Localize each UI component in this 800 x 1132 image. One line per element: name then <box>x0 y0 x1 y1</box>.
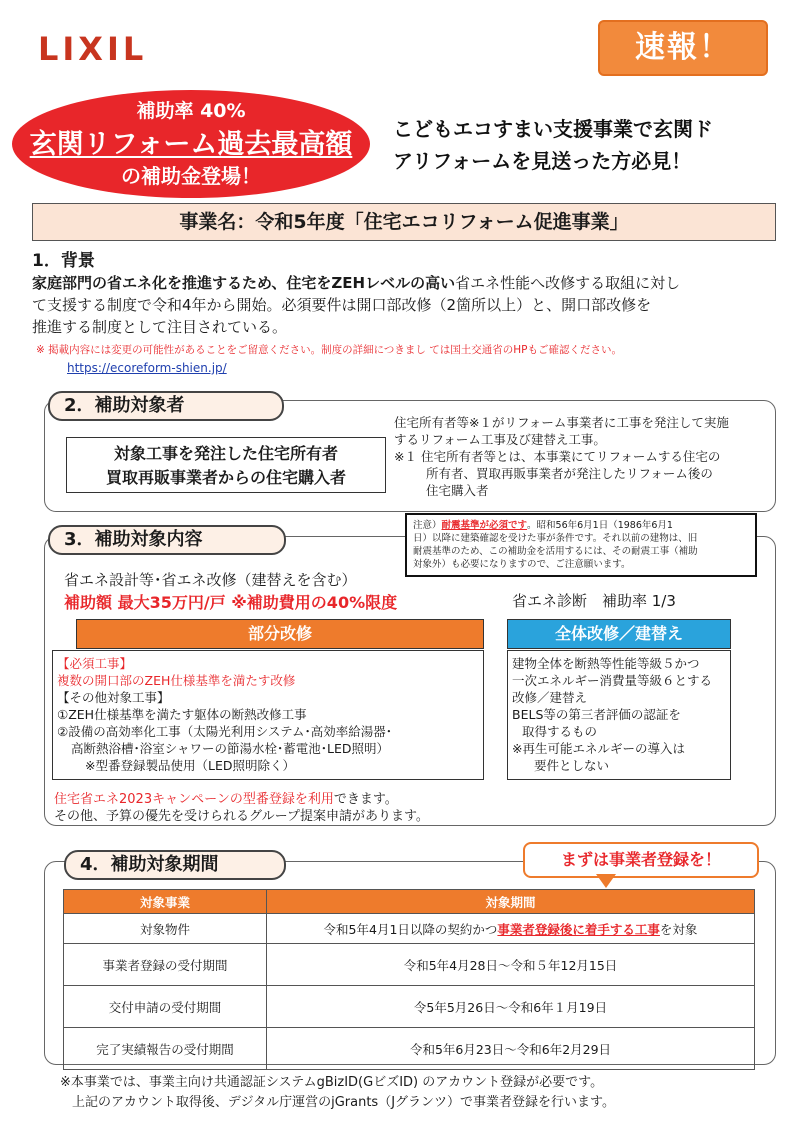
required-work-text: 複数の開口部のZEH仕様基準を満たす改修 <box>57 673 296 688</box>
section-2-label: 2．補助対象者 <box>48 391 284 421</box>
eligible-desc-4: 所有者、買取再販事業者が発注したリフォーム後の <box>426 466 713 481</box>
eligible-desc-2: するリフォーム工事及び建替え工事。 <box>394 432 606 447</box>
renovation-scope-text: 省エネ設計等･省エネ改修（建替えを含む） <box>64 571 357 589</box>
other-work-2: ②設備の高効率化工事（太陽光利用システム･高効率給湯器･ <box>57 724 392 739</box>
eligible-line-1: 対象工事を発注した住宅所有者 <box>113 444 338 463</box>
table-header-row <box>64 890 755 914</box>
program-website-link[interactable]: https://ecoreform-shien.jp/ <box>67 361 227 375</box>
full-reno-1: 建物全体を断熱等性能等級５かつ <box>512 656 700 671</box>
row-value <box>267 914 755 944</box>
footer-note <box>60 1073 615 1113</box>
background-text-3: 推進する制度として注目されている。 <box>32 318 288 336</box>
row-value: 令5年5月26日～令和6年１月19日 <box>267 986 755 1028</box>
headline-line-2: アリフォームを見送った方必見！ <box>393 149 692 173</box>
eligible-persons-frame <box>66 437 386 493</box>
model-registration-note: ※型番登録製品使用（LED照明除く） <box>85 758 295 773</box>
campaign-red-text: 住宅省エネ2023キャンペーンの型番登録を利用 <box>54 792 334 807</box>
full-reno-6: ※再生可能エネルギーの導入は <box>512 741 685 756</box>
eligible-description <box>394 414 774 499</box>
row-name: 完了実績報告の受付期間 <box>64 1028 267 1070</box>
lixil-logo: LIXIL <box>38 30 148 68</box>
full-reno-7: 要件としない <box>534 758 610 773</box>
col-header-period: 対象期間 <box>267 890 755 914</box>
row-name: 事業者登録の受付期間 <box>64 944 267 986</box>
row1-post: を対象 <box>659 921 698 937</box>
caution-text-4: 対象外）も必要になりますので、ご注意願います。 <box>413 559 631 570</box>
campaign-text: できます。 <box>333 792 398 807</box>
section-3-label: 3．補助対象内容 <box>48 525 286 555</box>
other-work-label: 【その他対象工事】 <box>57 690 170 705</box>
callout-pointer <box>596 874 616 888</box>
caution-text-1: 。昭和56年6月1日（1986年6月1 <box>527 520 673 531</box>
caution-text-3: 耐震基準のため、この補助金を活用するには、その耐震工事（補助 <box>413 546 698 557</box>
background-text-2: て支援する制度で令和4年から開始。必須要件は開口部改修（2箇所以上）と、開口部改修を <box>32 296 652 314</box>
background-bold-text: 家庭部門の省エネ化を推進するため、住宅をZEHレベルの高い <box>32 274 456 292</box>
row1-pre: 令和5年4月1日以降の契約かつ <box>323 921 498 937</box>
eligible-line-2: 買取再販事業者からの住宅購入者 <box>105 468 346 487</box>
eligible-desc-3: ※１ 住宅所有者等とは、本事業にてリフォームする住宅の <box>394 449 721 464</box>
table-row <box>64 986 755 1028</box>
partial-renovation-header: 部分改修 <box>76 619 484 649</box>
record-high-text: 玄関リフォーム過去最高額 <box>29 129 353 160</box>
background-heading: 1．背景 <box>32 251 95 271</box>
caution-text-2: 日）以降に建築確認を受けた事が条件です。それ以前の建物は、旧 <box>413 533 698 544</box>
full-reno-5: 取得するもの <box>522 724 598 739</box>
col-header-program: 対象事業 <box>64 890 267 914</box>
headline-line-1: こどもエコすまい支援事業で玄関ド <box>393 117 713 141</box>
max-subsidy-text: 補助額 最大35万円/戸 ※補助費用の40%限度 <box>64 593 398 612</box>
background-text-1: 省エネ性能へ改修する取組に対し <box>455 274 681 292</box>
table-row <box>64 1028 755 1070</box>
other-work-1: ①ZEH仕様基準を満たす躯体の断熱改修工事 <box>57 707 307 722</box>
caution-red-text: 耐震基準が必須です <box>441 520 528 531</box>
campaign-note <box>54 791 429 825</box>
full-reno-4: BELS等の第三者評価の認証を <box>512 707 681 722</box>
caution-prefix: 注意） <box>413 520 442 531</box>
group-proposal-text: その他、予算の優先を受けられるグループ提案申請があります。 <box>54 809 429 824</box>
full-reno-2: 一次エネルギー消費量等級６とする <box>512 673 713 688</box>
table-row <box>64 944 755 986</box>
required-work-label: 【必須工事】 <box>57 656 133 671</box>
footer-line-1: ※本事業では、事業主向け共通認証システムgBizID(GビズID) のアカウント登録が必要です。 <box>60 1075 604 1090</box>
subsidy-debut-text: の補助金登場！ <box>121 164 261 188</box>
section-4-label: 4．補助対象期間 <box>64 850 286 880</box>
program-name-bar: 事業名：令和5年度「住宅エコリフォーム促進事業」 <box>32 203 776 241</box>
row-name: 対象物件 <box>64 914 267 944</box>
seismic-caution-box <box>405 513 757 577</box>
headline <box>393 113 783 177</box>
eligible-desc-5: 住宅購入者 <box>426 483 489 498</box>
full-renovation-body <box>507 650 731 780</box>
energy-diagnosis-text: 省エネ診断 補助率 1/3 <box>512 592 676 610</box>
other-work-2-cont: 高断熱浴槽･浴室シャワーの節湯水栓･蓄電池･LED照明） <box>71 741 389 756</box>
breaking-news-badge: 速報！ <box>598 20 768 76</box>
eligible-desc-1: 住宅所有者等※１がリフォーム事業者に工事を発注して実施 <box>394 415 729 430</box>
row1-red: 事業者登録後に着手する工事 <box>497 921 660 937</box>
row-value: 令和5年4月28日～令和５年12月15日 <box>267 944 755 986</box>
footer-line-2: 上記のアカウント取得後、デジタル庁運営のjGrants（Jグランツ）で事業者登録を行います。 <box>72 1095 615 1110</box>
row-name: 交付申請の受付期間 <box>64 986 267 1028</box>
table-row <box>64 914 755 944</box>
disclaimer-note: ※ 掲載内容には変更の可能性があることをご留意ください。制度の詳細につきまし ては国土交通省のHPもご確認ください。 <box>36 344 622 356</box>
period-table <box>63 889 755 1070</box>
partial-renovation-body <box>52 650 484 780</box>
subsidy-highlight-ellipse <box>12 90 370 198</box>
register-first-callout: まずは事業者登録を！ <box>523 842 759 878</box>
row-value: 令和5年6月23日～令和6年2月29日 <box>267 1028 755 1070</box>
full-renovation-header: 全体改修／建替え <box>507 619 731 649</box>
background-body <box>32 272 782 338</box>
full-reno-3: 改修／建替え <box>512 690 588 705</box>
subsidy-rate-text: 補助率 40% <box>136 100 246 122</box>
